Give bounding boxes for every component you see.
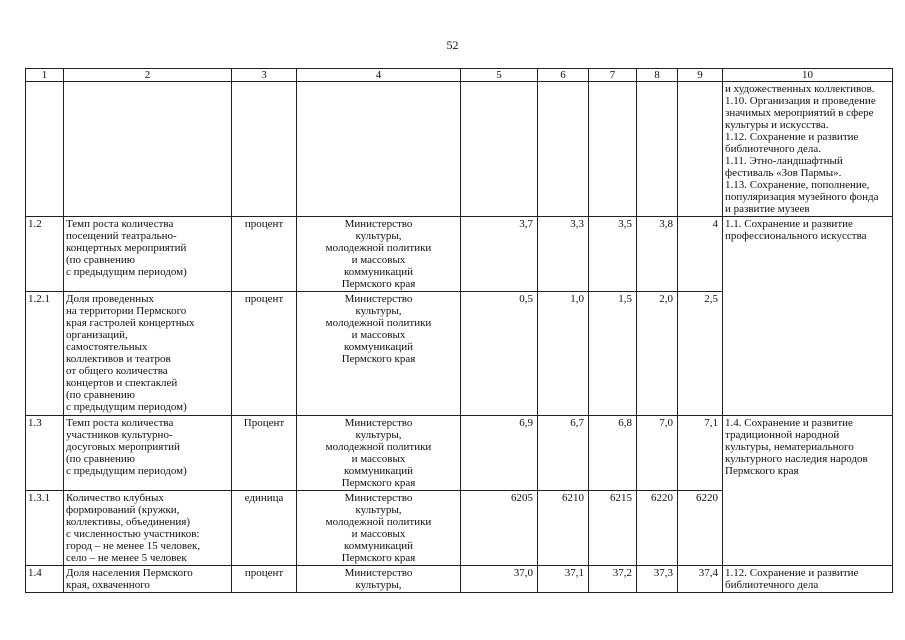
responsible-org-cell-line: Пермского края <box>341 552 416 564</box>
value-cell-v9: 4 <box>678 217 723 292</box>
responsible-org-cell-line: культуры, <box>355 305 402 317</box>
value-cell-v7 <box>589 82 637 217</box>
responsible-org-cell <box>297 416 461 491</box>
indicator-name-cell <box>64 566 232 593</box>
indicator-name-cell-line: с предыдущим периодом) <box>66 401 187 413</box>
responsible-org-cell-line: культуры, <box>355 504 402 516</box>
value-cell-v6: 6,7 <box>538 416 589 491</box>
value-cell-v7: 37,2 <box>589 566 637 593</box>
indicators-table <box>25 68 893 593</box>
value-cell-v9: 2,5 <box>678 292 723 416</box>
measures-cell-line: культурного наследия народов <box>725 453 868 465</box>
measures-cell-line: культуры и искусства. <box>725 119 829 131</box>
header-row <box>26 69 893 82</box>
indicator-name-cell-line: Темп роста количества <box>66 218 174 230</box>
measures-cell-line: 1.12. Сохранение и развитие <box>725 131 859 143</box>
measures-cell-line: 1.10. Организация и проведение <box>725 95 876 107</box>
indicator-name-cell-line: формирований (кружки, <box>66 504 180 516</box>
value-cell-v7: 6,8 <box>589 416 637 491</box>
responsible-org-cell-line: коммуникаций <box>344 266 413 278</box>
measures-cell-line: 1.12. Сохранение и развитие <box>725 567 859 579</box>
header-cell: 8 <box>637 69 678 82</box>
value-cell-v6 <box>538 82 589 217</box>
indicator-name-cell-line: с предыдущим периодом) <box>66 266 187 278</box>
value-cell-v8: 6220 <box>637 491 678 566</box>
value-cell-v8: 37,3 <box>637 566 678 593</box>
value-cell-v9: 37,4 <box>678 566 723 593</box>
responsible-org-cell-line: культуры, <box>355 579 402 591</box>
indicator-name-cell <box>64 491 232 566</box>
indicator-name-cell-line: от общего количества <box>66 365 168 377</box>
table-row <box>26 217 893 292</box>
responsible-org-cell-line: культуры, <box>355 429 402 441</box>
header-cell: 5 <box>461 69 538 82</box>
responsible-org-cell-line: культуры, <box>355 230 402 242</box>
value-cell-v8: 3,8 <box>637 217 678 292</box>
indicator-name-cell-line: Количество клубных <box>66 492 164 504</box>
measures-cell-line: профессионального искусства <box>725 230 867 242</box>
indicator-name-cell-line: Доля проведенных <box>66 293 155 305</box>
value-cell-v9: 6220 <box>678 491 723 566</box>
responsible-org-cell-line: Пермского края <box>341 477 416 489</box>
responsible-org-cell-line: Министерство <box>344 417 413 429</box>
responsible-org-cell-line: молодежной политики <box>325 317 432 329</box>
responsible-org-cell-line: коммуникаций <box>344 341 413 353</box>
measures-cell-line: 1.1. Сохранение и развитие <box>725 218 853 230</box>
value-cell-v8: 2,0 <box>637 292 678 416</box>
value-cell-v5: 3,7 <box>461 217 538 292</box>
responsible-org-cell-line: Министерство <box>344 218 413 230</box>
value-cell-v8 <box>637 82 678 217</box>
value-cell-v8: 7,0 <box>637 416 678 491</box>
unit-cell <box>232 217 297 292</box>
row-number-cell <box>26 491 64 566</box>
measures-cell-line: 1.11. Этно-ландшафтный <box>725 155 843 167</box>
indicator-name-cell-line: коллективы, объединения) <box>66 516 190 528</box>
value-cell-v7: 1,5 <box>589 292 637 416</box>
measures-cell-line: фестиваль «Зов Пармы». <box>725 167 842 179</box>
responsible-org-cell-line: и массовых <box>351 528 406 540</box>
measures-cell-line: традиционной народной <box>725 429 840 441</box>
row-number-cell <box>26 292 64 416</box>
value-cell-v6: 1,0 <box>538 292 589 416</box>
unit-cell <box>232 416 297 491</box>
measures-cell-line: библиотечного дела. <box>725 143 821 155</box>
indicator-name-cell-line: (по сравнению <box>66 254 136 266</box>
indicator-name-cell-line: коллективов и театров <box>66 353 171 365</box>
responsible-org-cell-line: молодежной политики <box>325 242 432 254</box>
measures-cell <box>723 416 893 566</box>
unit-cell-line: Процент <box>243 417 285 429</box>
header-cell: 7 <box>589 69 637 82</box>
value-cell-v6: 37,1 <box>538 566 589 593</box>
indicator-name-cell-line: посещений театрально- <box>66 230 177 242</box>
value-cell-v9: 7,1 <box>678 416 723 491</box>
responsible-org-cell-line: молодежной политики <box>325 516 432 528</box>
indicator-name-cell <box>64 416 232 491</box>
header-cell: 3 <box>232 69 297 82</box>
measures-cell <box>723 566 893 593</box>
value-cell-v6: 3,3 <box>538 217 589 292</box>
row-number-cell <box>26 566 64 593</box>
value-cell-v5: 6,9 <box>461 416 538 491</box>
indicator-name-cell-line: на территории Пермского <box>66 305 187 317</box>
row-number-cell-line: 1.3.1 <box>28 492 50 504</box>
measures-cell <box>723 217 893 416</box>
unit-cell-line: единица <box>244 492 284 504</box>
indicator-name-cell-line: Темп роста количества <box>66 417 174 429</box>
indicator-name-cell-line: город – не менее 15 человек, <box>66 540 201 552</box>
measures-cell-line: популяризация музейного фонда <box>725 191 879 203</box>
row-number-cell-line: 1.4 <box>28 567 42 579</box>
table-row <box>26 82 893 217</box>
row-number-cell <box>26 416 64 491</box>
indicator-name-cell-line: края гастролей концертных <box>66 317 195 329</box>
responsible-org-cell <box>297 82 461 217</box>
responsible-org-cell <box>297 217 461 292</box>
indicator-name-cell-line: участников культурно- <box>66 429 173 441</box>
indicator-name-cell-line: самостоятельных <box>66 341 148 353</box>
responsible-org-cell-line: Министерство <box>344 492 413 504</box>
responsible-org-cell-line: и массовых <box>351 329 406 341</box>
responsible-org-cell <box>297 491 461 566</box>
value-cell-v7: 6215 <box>589 491 637 566</box>
unit-cell-line: процент <box>244 567 284 579</box>
value-cell-v9 <box>678 82 723 217</box>
responsible-org-cell <box>297 566 461 593</box>
indicator-name-cell-line: организаций, <box>66 329 128 341</box>
value-cell-v5: 6205 <box>461 491 538 566</box>
row-number-cell-line: 1.2 <box>28 218 42 230</box>
indicator-name-cell-line: с предыдущим периодом) <box>66 465 187 477</box>
unit-cell-line: процент <box>244 218 284 230</box>
indicator-name-cell-line: (по сравнению <box>66 453 136 465</box>
measures-cell-line: и развитие музеев <box>725 203 810 215</box>
table-row <box>26 416 893 491</box>
value-cell-v6: 6210 <box>538 491 589 566</box>
unit-cell <box>232 566 297 593</box>
indicator-name-cell <box>64 217 232 292</box>
indicator-name-cell-line: концертных мероприятий <box>66 242 187 254</box>
responsible-org-cell-line: Пермского края <box>341 278 416 290</box>
row-number-cell <box>26 217 64 292</box>
page-number: 52 <box>446 38 459 52</box>
table-row <box>26 566 893 593</box>
unit-cell <box>232 292 297 416</box>
measures-cell-line: 1.13. Сохранение, пополнение, <box>725 179 870 191</box>
indicator-name-cell <box>64 82 232 217</box>
responsible-org-cell-line: и массовых <box>351 453 406 465</box>
measures-cell-line: 1.4. Сохранение и развитие <box>725 417 853 429</box>
header-cell: 10 <box>723 69 893 82</box>
header-cell: 9 <box>678 69 723 82</box>
value-cell-v7: 3,5 <box>589 217 637 292</box>
responsible-org-cell-line: Пермского края <box>341 353 416 365</box>
responsible-org-cell <box>297 292 461 416</box>
header-cell: 2 <box>64 69 232 82</box>
responsible-org-cell-line: и массовых <box>351 254 406 266</box>
measures-cell <box>723 82 893 217</box>
value-cell-v5: 0,5 <box>461 292 538 416</box>
measures-cell-line: библиотечного дела <box>725 579 819 591</box>
row-number-cell-line: 1.2.1 <box>28 293 50 305</box>
indicator-name-cell-line: концертов и спектаклей <box>66 377 178 389</box>
indicator-name-cell-line: (по сравнению <box>66 389 136 401</box>
row-number-cell-line: 1.3 <box>28 417 42 429</box>
value-cell-v5: 37,0 <box>461 566 538 593</box>
responsible-org-cell-line: молодежной политики <box>325 441 432 453</box>
responsible-org-cell-line: коммуникаций <box>344 465 413 477</box>
indicator-name-cell-line: село – не менее 5 человек <box>66 552 187 564</box>
measures-cell-line: культуры, нематериального <box>725 441 854 453</box>
measures-cell-line: и художественных коллективов. <box>725 83 875 95</box>
indicator-name-cell <box>64 292 232 416</box>
responsible-org-cell-line: Министерство <box>344 567 413 579</box>
header-cell: 4 <box>297 69 461 82</box>
value-cell-v5 <box>461 82 538 217</box>
measures-cell-line: Пермского края <box>725 465 799 477</box>
responsible-org-cell-line: Министерство <box>344 293 413 305</box>
indicator-name-cell-line: досуговых мероприятий <box>66 441 180 453</box>
header-cell: 1 <box>26 69 64 82</box>
indicator-name-cell-line: края, охваченного <box>66 579 150 591</box>
header-cell: 6 <box>538 69 589 82</box>
unit-cell <box>232 82 297 217</box>
responsible-org-cell-line: коммуникаций <box>344 540 413 552</box>
indicator-name-cell-line: Доля населения Пермского <box>66 567 193 579</box>
unit-cell <box>232 491 297 566</box>
row-number-cell <box>26 82 64 217</box>
measures-cell-line: значимых мероприятий в сфере <box>725 107 874 119</box>
unit-cell-line: процент <box>244 293 284 305</box>
indicator-name-cell-line: с численностью участников: <box>66 528 200 540</box>
